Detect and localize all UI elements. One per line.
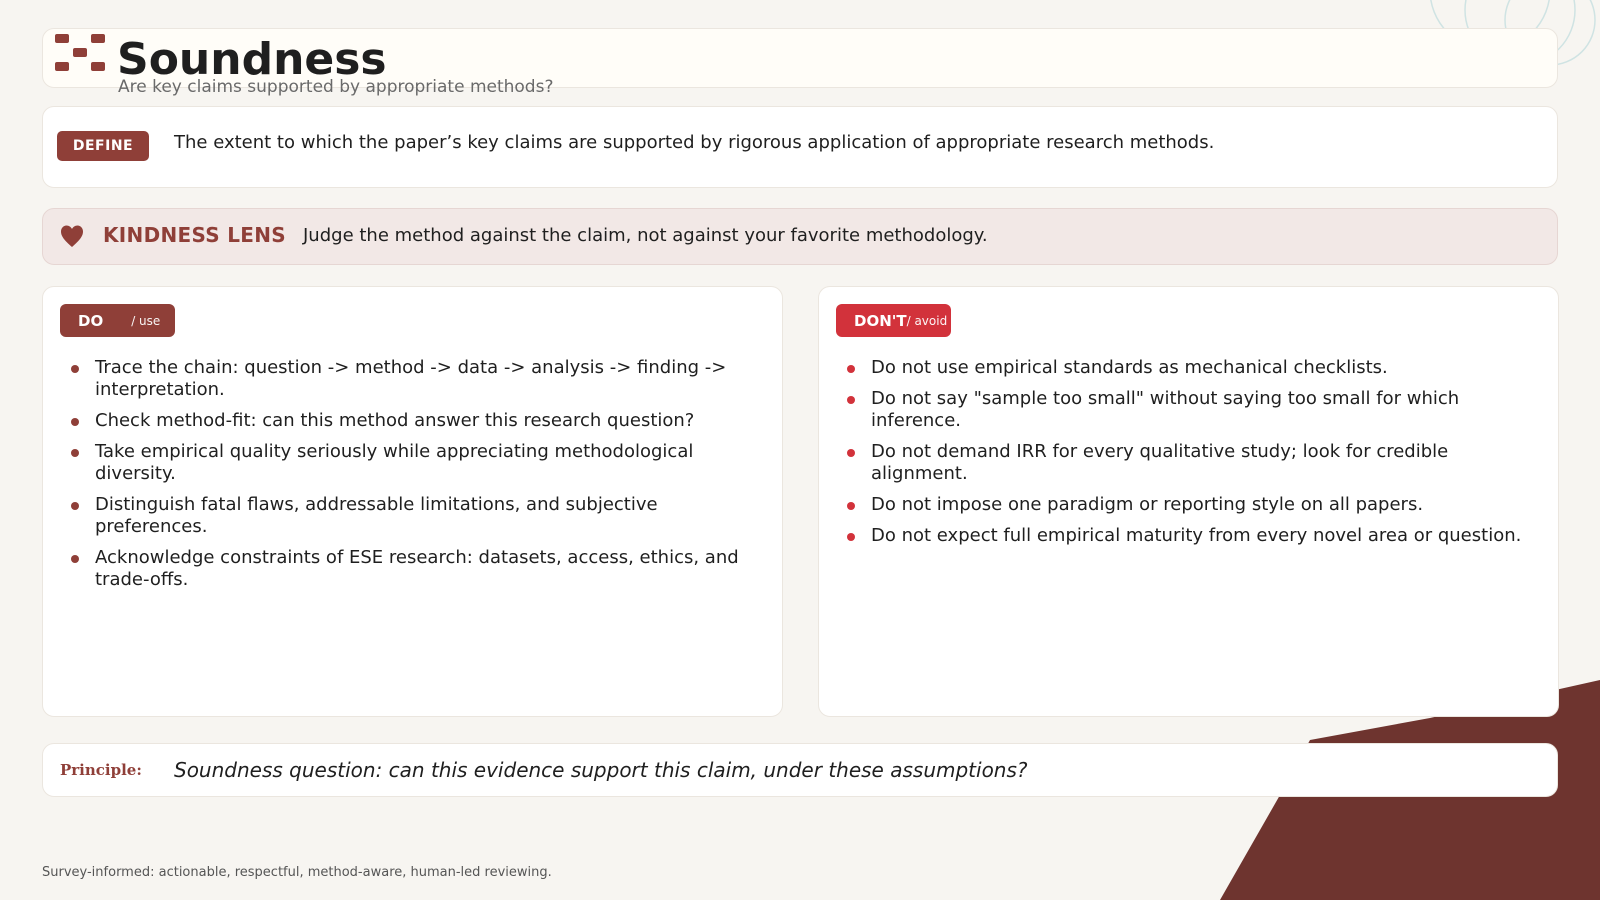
dot-icon xyxy=(71,449,79,457)
do-tag-label: DO xyxy=(78,311,104,330)
principle-card xyxy=(42,743,1558,797)
dot-icon xyxy=(71,502,79,510)
dont-tag xyxy=(836,304,951,337)
heart-icon xyxy=(60,223,84,249)
list-item-text: Do not expect full empirical maturity from every novel area or question. xyxy=(871,525,1522,546)
dont-panel xyxy=(818,286,1559,717)
dont-list xyxy=(843,357,1523,556)
list-item-text: Check method-fit: can this method answer this research question? xyxy=(95,410,695,431)
list-item xyxy=(843,494,1523,516)
dot-icon xyxy=(71,555,79,563)
list-item-text: Take empirical quality seriously while appreciating methodological diversity. xyxy=(95,441,694,484)
dot-icon xyxy=(847,533,855,541)
dot-icon xyxy=(847,449,855,457)
definition-text: The extent to which the paper’s key claims are supported by rigorous application of appropriate research methods. xyxy=(174,132,1215,153)
list-item xyxy=(843,525,1523,547)
list-item xyxy=(67,441,747,485)
list-item-text: Do not impose one paradigm or reporting style on all papers. xyxy=(871,494,1424,515)
list-item-text: Do not say "sample too small" without saying too small for which inference. xyxy=(871,388,1460,431)
dot-icon xyxy=(847,365,855,373)
do-panel xyxy=(42,286,783,717)
dont-tag-sublabel: / avoid xyxy=(906,313,948,328)
kindness-lens-label: KINDNESS LENS xyxy=(103,223,287,247)
page-title: Soundness xyxy=(117,34,387,85)
do-list xyxy=(67,357,747,600)
list-item-text: Trace the chain: question -> method -> data -> analysis -> finding -> interpretation. xyxy=(95,357,727,400)
list-item xyxy=(843,388,1523,432)
footer-note: Survey-informed: actionable, respectful, method-aware, human-led reviewing. xyxy=(42,865,552,880)
list-item xyxy=(67,547,747,591)
grid-blocks-icon xyxy=(55,34,107,74)
list-item-text: Distinguish fatal flaws, addressable limitations, and subjective preferences. xyxy=(95,494,658,537)
list-item xyxy=(843,357,1523,379)
dont-tag-label: DON'T xyxy=(854,311,907,330)
define-badge: DEFINE xyxy=(57,131,149,161)
dot-icon xyxy=(71,365,79,373)
principle-text: Soundness question: can this evidence support this claim, under these assumptions? xyxy=(174,758,1028,782)
do-tag-sublabel: / use xyxy=(131,313,161,328)
definition-card xyxy=(42,106,1558,188)
page-subtitle: Are key claims supported by appropriate methods? xyxy=(118,77,554,97)
list-item-text: Do not demand IRR for every qualitative study; look for credible alignment. xyxy=(871,441,1449,484)
dot-icon xyxy=(847,396,855,404)
dot-icon xyxy=(847,502,855,510)
do-tag xyxy=(60,304,175,337)
principle-label: Principle: xyxy=(60,761,142,779)
list-item xyxy=(67,357,747,401)
list-item-text: Do not use empirical standards as mechanical checklists. xyxy=(871,357,1388,378)
list-item xyxy=(843,441,1523,485)
kindness-lens-card xyxy=(42,208,1558,265)
list-item xyxy=(67,494,747,538)
kindness-lens-text: Judge the method against the claim, not against your favorite methodology. xyxy=(303,225,988,246)
dot-icon xyxy=(71,418,79,426)
list-item xyxy=(67,410,747,432)
list-item-text: Acknowledge constraints of ESE research: datasets, access, ethics, and trade-offs. xyxy=(95,547,739,590)
